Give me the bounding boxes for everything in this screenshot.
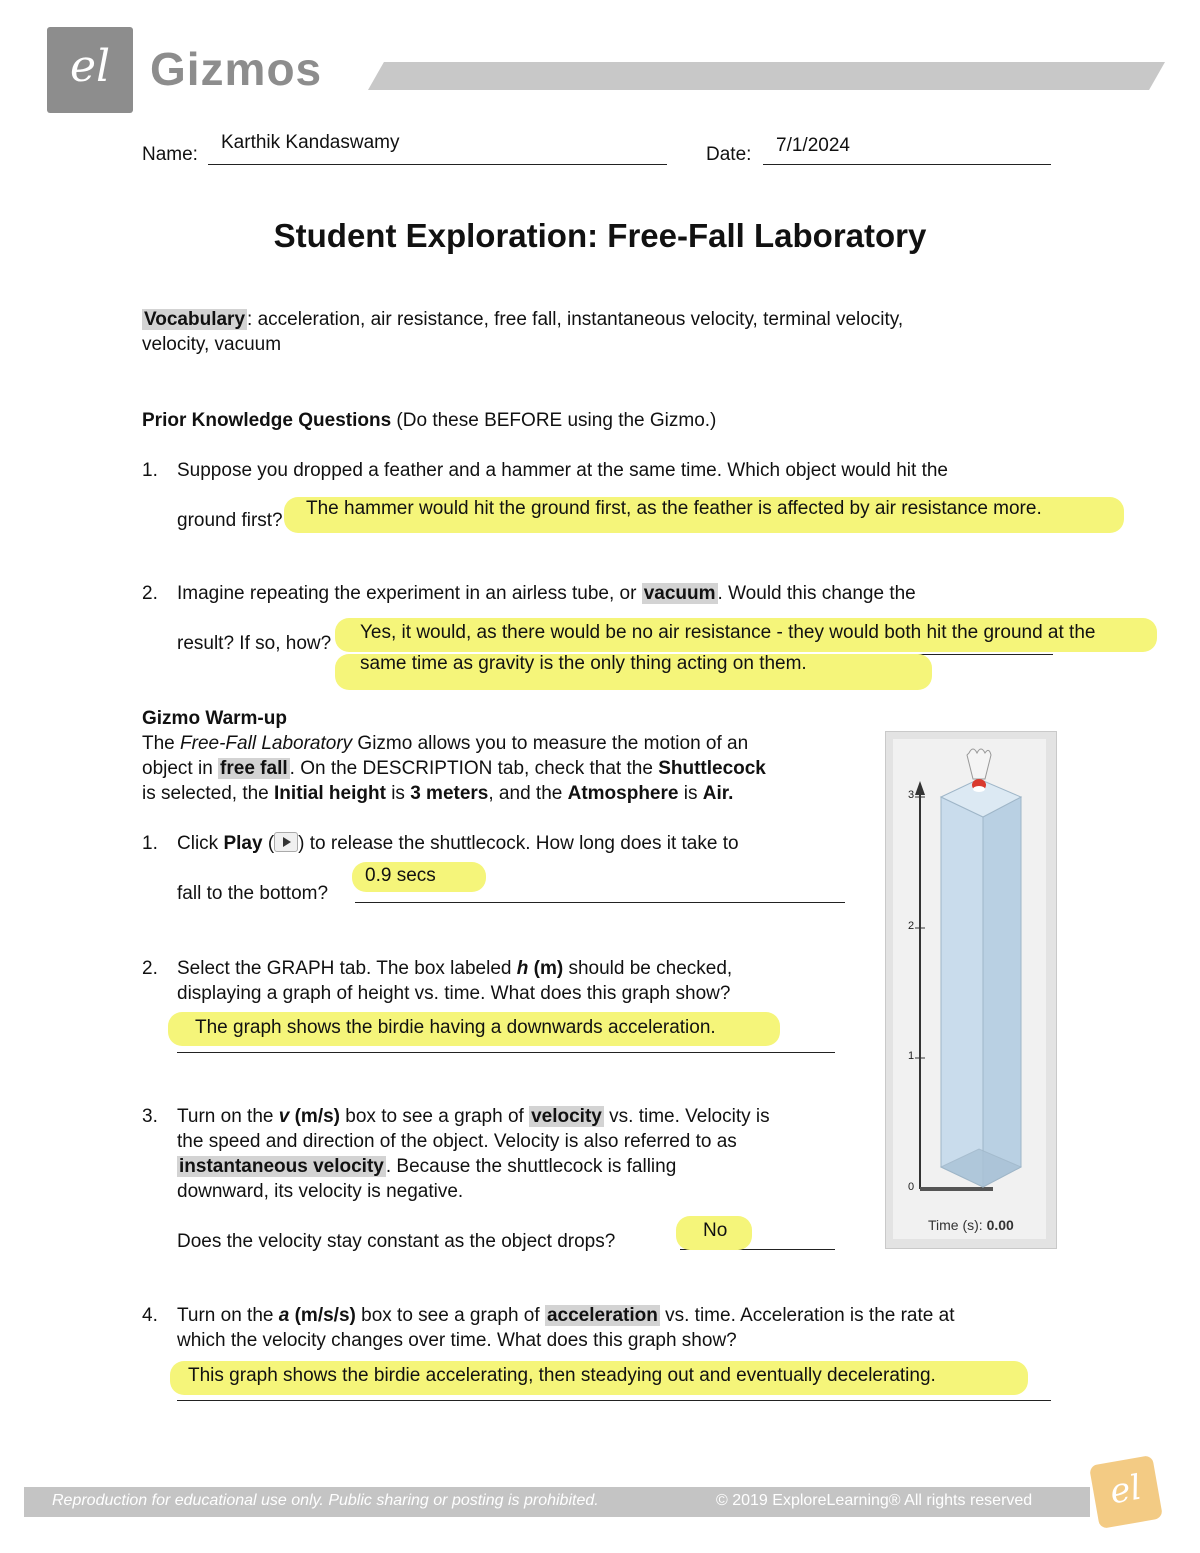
name-label: Name: — [142, 144, 198, 165]
warmup-q1-text-cont: fall to the bottom? — [177, 883, 329, 904]
warmup-q3-answer[interactable]: No — [703, 1220, 728, 1241]
prior-q2-number: 2. — [142, 583, 158, 604]
warmup-q2-answer-line — [177, 1052, 835, 1053]
vocabulary-label: Vocabulary — [144, 309, 246, 330]
gizmos-brand: Gizmos — [150, 43, 323, 95]
height-tick: 3 — [908, 789, 915, 801]
date-line — [763, 164, 1051, 165]
explorelearning-logo: el — [47, 27, 133, 113]
name-value[interactable]: Karthik Kandaswamy — [221, 132, 400, 153]
warmup-q4-number: 4. — [142, 1305, 158, 1326]
vocabulary-block — [142, 307, 1062, 357]
date-label: Date: — [706, 144, 752, 165]
warmup-q3-question: Does the velocity stay constant as the object drops? — [177, 1231, 616, 1252]
date-value[interactable]: 7/1/2024 — [776, 135, 850, 156]
height-tick: 1 — [908, 1050, 915, 1062]
vocabulary-list: : acceleration, air resistance, free fall, instantaneous velocity, terminal velocity, — [247, 309, 904, 330]
prior-q2-answer[interactable]: Yes, it would, as there would be no air resistance - they would both hit the ground at the — [360, 622, 1096, 643]
warmup-q3-number: 3. — [142, 1106, 158, 1127]
prior-q1-answer[interactable]: The hammer would hit the ground first, as the feather is affected by air resistance more. — [306, 498, 1042, 519]
time-readout: Time (s): 0.00 — [928, 1217, 1014, 1233]
footer-logo: el — [1089, 1455, 1163, 1529]
warmup-heading: Gizmo Warm-up — [142, 708, 287, 729]
height-tick: 0 — [908, 1181, 915, 1193]
warmup-q4-text: Turn on the a (m/s/s) box to see a graph of acceleration vs. time. Acceleration is the rate at which the velocity changes over time. What does this graph show? — [177, 1305, 955, 1351]
warmup-q2-answer[interactable]: The graph shows the birdie having a downwards acceleration. — [195, 1017, 716, 1038]
warmup-q1-number: 1. — [142, 833, 158, 854]
warmup-q2-number: 2. — [142, 958, 158, 979]
page-title: Student Exploration: Free-Fall Laboratory — [273, 217, 927, 254]
name-line — [208, 164, 667, 165]
warmup-q4-answer[interactable]: This graph shows the birdie accelerating, then steadying out and eventually decelerating. — [188, 1365, 936, 1386]
play-icon — [274, 832, 298, 852]
warmup-q3-text: Turn on the v (m/s) box to see a graph of velocity vs. time. Velocity is the speed and direction of the object. Velocity is also referred to as instantaneous velocity . Because the shuttlecock is falling downward, its velocity is negative. — [177, 1106, 770, 1202]
prior-q2-text: Imagine repeating the experiment in an airless tube, or vacuum . Would this change the — [177, 583, 916, 604]
drop-tube — [941, 779, 1021, 1187]
warmup-q1-answer-line — [355, 902, 845, 903]
prior-q2-text-cont: result? If so, how? — [177, 633, 332, 654]
vocabulary-list-cont: velocity, vacuum — [142, 334, 282, 355]
warmup-q1-answer[interactable]: 0.9 secs — [365, 865, 436, 886]
header-bar — [368, 62, 1165, 90]
warmup-intro: The Free-Fall Laboratory Gizmo allows you to measure the motion of an object in free fall . On the DESCRIPTION tab, check that the Shuttlecock is selected, the Initial height is 3 meters, and the Atmosphere is Air. — [142, 733, 766, 804]
warmup-q4-answer-line — [177, 1400, 1051, 1401]
prior-q1-number: 1. — [142, 460, 158, 481]
footer-copyright: © 2019 ExploreLearning® All rights reserved — [716, 1492, 1033, 1509]
drop-tube-svg — [893, 739, 1046, 1239]
prior-q2-answer-cont[interactable]: same time as gravity is the only thing acting on them. — [360, 653, 807, 674]
prior-q1-text: Suppose you dropped a feather and a hammer at the same time. Which object would hit the — [177, 460, 949, 481]
warmup-q1-text: Click Play ( ) to release the shuttlecock. How long does it take to — [177, 833, 739, 854]
prior-q1-text-cont: ground first? — [177, 510, 283, 531]
height-tick: 2 — [908, 920, 915, 932]
prior-heading: Prior Knowledge Questions (Do these BEFORE using the Gizmo.) — [142, 410, 717, 431]
warmup-q2-text: Select the GRAPH tab. The box labeled h (m) should be checked, displaying a graph of height vs. time. What does this graph show? — [177, 958, 733, 1004]
footer-disclaimer: Reproduction for educational use only. Public sharing or posting is prohibited. — [52, 1492, 599, 1509]
